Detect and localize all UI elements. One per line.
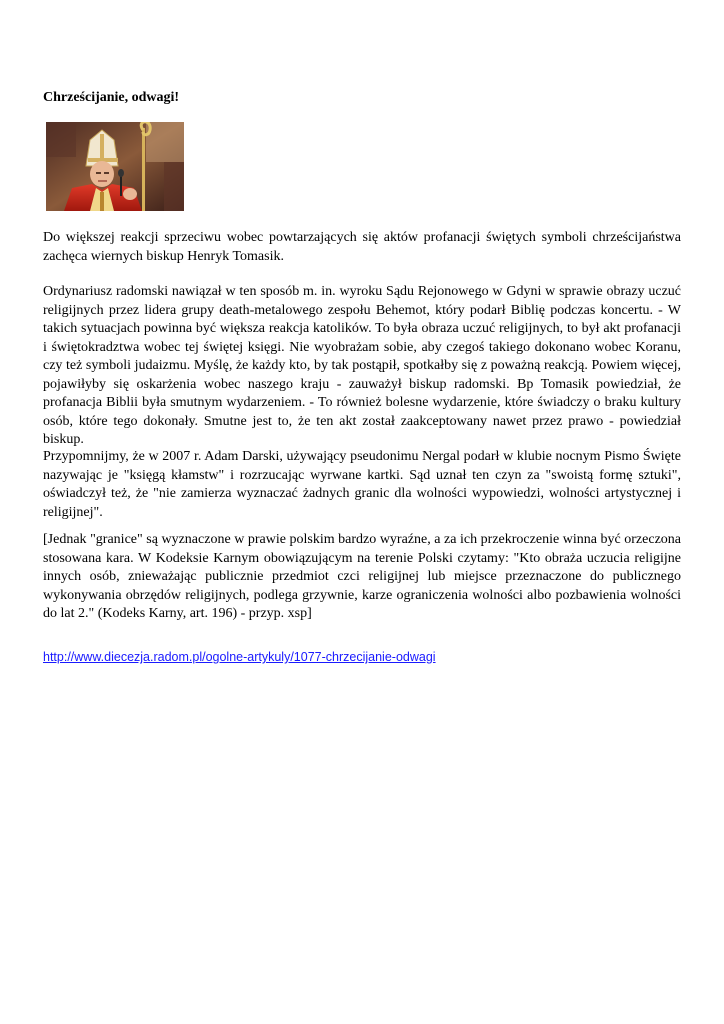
article-title: Chrześcijanie, odwagi! [43,90,180,105]
paragraph-reminder: Przypomnijmy, że w 2007 r. Adam Darski, używający pseudonimu Nergal podarł w klubie nocnym Pismo Święte nazywając je "księgą kłamstw" i rozrzucając wyrwane kartki. Sąd uznał ten czyn za "swoistą formę sztuki", oświadczył też, że "nie zamierza wyznaczać żadnych granic dla wolności wypowiedzi, wolności artystycznej i religijnej". [43,449,681,520]
paragraph-editor-note: [Jednak "granice" są wyznaczone w prawie polskim bardzo wyraźne, a za ich przekroczenie winna być orzeczona stosowana kara. W Kodeksie Karnym obowiązującym na terenie Polski czytamy: "Kto obraża uczucia religijne innych osób, znieważając publicznie przedmiot czci religijnej lub miejsce przeznaczone do publicznego wykonywania obrzędów religijnych, podlega grzywnie, karze ograniczenia wolności albo pozbawienia wolności do lat 2." (Kodeks Karny, art. 196) - przyp. xsp] [43,532,681,621]
source-link[interactable]: http://www.diecezja.radom.pl/ogolne-artykuly/1077-chrzecijanie-odwagi [43,650,436,664]
paragraph-statement: Ordynariusz radomski nawiązał w ten sposób m. in. wyroku Sądu Rejonowego w Gdyni w sprawie obrazy uczuć religijnych przez lidera grupy death-metalowego zespołu Behemot, który podarł Biblię podczas koncertu. - W takich sytuacjach powinna być większa reakcja katolików. To była obraza uczuć religijnych, to był akt profanacji i świętokradztwa wobec tej świętej księgi. Nie wyobrażam sobie, aby czegoś takiego dokonano wobec Koranu, czy też symboli judaizmu. Myślę, że każdy kto, by tak postąpił, spotkałby się z poważną reakcją. Powiem więcej, pojawiłyby się oskarżenia wobec naszego kraju - zauważył biskup radomski. Bp Tomasik powiedział, że profanacja Biblii była smutnym wydarzeniem. - To również bolesne wydarzenie, które świadczy o braku kultury osób, które tego dokonały. Smutne jest to, że ten akt został zaakceptowany nawet przez prawo - powiedział biskup. [43,284,681,447]
bishop-photo [46,122,184,211]
paragraph-intro: Do większej reakcji sprzeciwu wobec powtarzających się aktów profanacji świętych symboli chrześcijaństwa zachęca wiernych biskup Henryk Tomasik. [43,230,681,264]
